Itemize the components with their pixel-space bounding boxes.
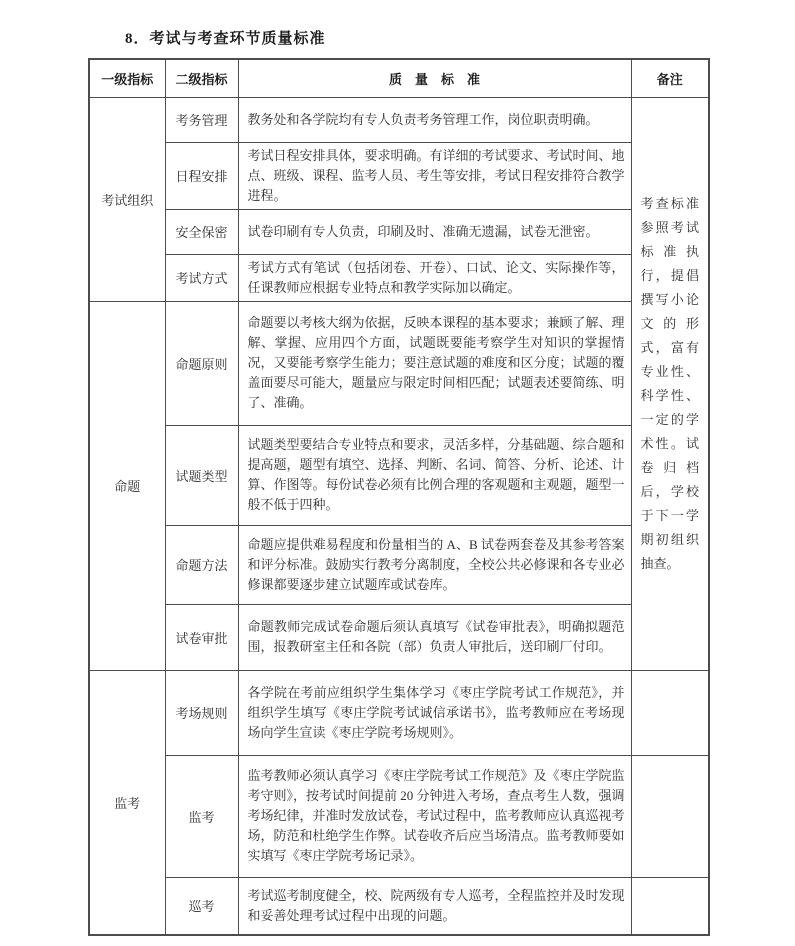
- standard-cell: 考试日程安排具体，要求明确。有详细的考试要求、考试时间、地点、班级、课程、监考人员、考生等安排，考试日程安排符合教学进程。: [238, 142, 631, 209]
- table-row: [89, 755, 709, 877]
- level2-cell: 考场规则: [165, 670, 238, 755]
- level2-cell: 考试方式: [165, 254, 238, 301]
- remark-cell-empty: [631, 877, 709, 935]
- standard-cell: 试卷印刷有专人负责，印刷及时、准确无遗漏，试卷无泄密。: [238, 209, 631, 254]
- standard-cell: 监考教师必须认真学习《枣庄学院考试工作规范》及《枣庄学院监考守则》，按考试时间提前 20 分钟进入考场，查点考生人数，强调考场纪律，并准时发放试卷，考试过程中，监考教师应认真巡视考场，防范和杜绝学生作弊。试卷收齐后应当场清点。监考教师要如实填写《枣庄学院考场记录》。: [238, 755, 631, 877]
- table-row: [89, 525, 709, 604]
- standard-cell: 命题要以考核大纲为依据，反映本课程的基本要求；兼顾了解、理解、掌握、应用四个方面，试题既要能考察学生对知识的掌握情况，又要能考察学生能力；要注意试题的难度和区分度；试题的覆盖面要尽可能大，题量应与限定时间相匹配；试题表述要简练、明了、准确。: [238, 301, 631, 425]
- remark-cell: 考查标准参照考试标准执行，提倡撰写小论文的形式，富有专业性、科学性、一定的学术性。试卷归档后，学校于下一学期初组织抽查。: [631, 97, 709, 670]
- standard-cell: 考试方式有笔试（包括闭卷、开卷）、口试、论文、实际操作等，任课教师应根据专业特点和教学实际加以确定。: [238, 254, 631, 301]
- standard-cell: 考试巡考制度健全，校、院两级有专人巡考，全程监控并及时发现和妥善处理考试过程中出现的问题。: [238, 877, 631, 935]
- table-row: [89, 670, 709, 755]
- page-title: 8．考试与考查环节质量标准: [125, 31, 326, 47]
- table-row: [89, 425, 709, 525]
- table-row: [89, 97, 709, 142]
- level2-cell: 巡考: [165, 877, 238, 935]
- quality-standards-table: [88, 58, 710, 936]
- standard-cell: 教务处和各学院均有专人负责考务管理工作，岗位职责明确。: [238, 97, 631, 142]
- level1-cell-proposition: 命题: [89, 301, 165, 670]
- level2-cell: 命题方法: [165, 525, 238, 604]
- level2-cell: 试题类型: [165, 425, 238, 525]
- table-row: [89, 254, 709, 301]
- remark-cell-empty: [631, 670, 709, 755]
- level2-cell: 安全保密: [165, 209, 238, 254]
- table-row: [89, 209, 709, 254]
- level2-cell: 命题原则: [165, 301, 238, 425]
- level2-cell: 监考: [165, 755, 238, 877]
- header-cell-level2: 二级指标: [165, 59, 238, 97]
- header-cell-level1: 一级指标: [89, 59, 165, 97]
- table-row: [89, 604, 709, 670]
- table-row: [89, 301, 709, 425]
- header-cell-remark: 备注: [631, 59, 709, 97]
- standard-cell: 各学院在考前应组织学生集体学习《枣庄学院考试工作规范》，并组织学生填写《枣庄学院考试诚信承诺书》，监考教师应在考场现场向学生宣读《枣庄学院考场规则》。: [238, 670, 631, 755]
- table-header-row: [89, 59, 709, 97]
- level1-cell-invigilation: 监考: [89, 670, 165, 935]
- standard-cell: 试题类型要结合专业特点和要求，灵活多样，分基础题、综合题和提高题，题型有填空、选择、判断、名词、简答、分析、论述、计算、作图等。每份试卷必须有比例合理的客观题和主观题，题型一般不低于四种。: [238, 425, 631, 525]
- level2-cell: 考务管理: [165, 97, 238, 142]
- level2-cell: 试卷审批: [165, 604, 238, 670]
- table-row: [89, 877, 709, 935]
- table-row: [89, 142, 709, 209]
- standard-cell: 命题教师完成试卷命题后须认真填写《试卷审批表》，明确拟题范围，报教研室主任和各院（部）负责人审批后，送印刷厂付印。: [238, 604, 631, 670]
- header-cell-standard: 质 量 标 准: [238, 59, 631, 97]
- level2-cell: 日程安排: [165, 142, 238, 209]
- level1-cell-exam-organization: 考试组织: [89, 97, 165, 301]
- standard-cell: 命题应提供难易程度和份量相当的 A、B 试卷两套卷及其参考答案和评分标准。鼓励实行教考分离制度，全校公共必修课和各专业必修课都要逐步建立试题库或试卷库。: [238, 525, 631, 604]
- remark-cell-empty: [631, 755, 709, 877]
